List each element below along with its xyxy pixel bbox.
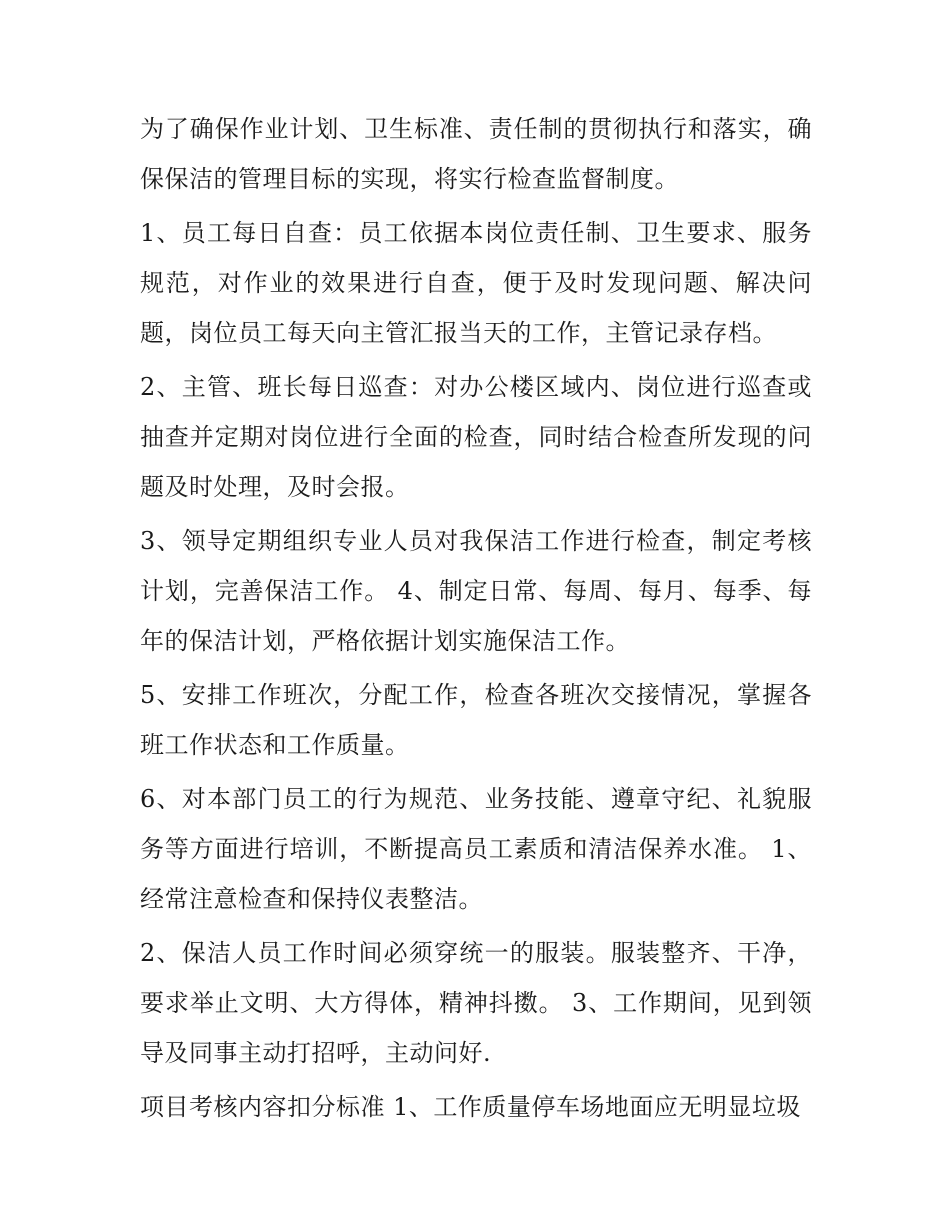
paragraph-intro: 为了确保作业计划、卫生标准、责任制的贯彻执行和落实，确保保洁的管理目标的实现，将实行检查监督制度。 — [140, 115, 812, 193]
paragraph-item-6: 6、对本部门员工的行为规范、业务技能、遵章守纪、礼貌服务等方面进行培训，不断提高员工素质和清洁保养水准。 1、经常注意检查和保持仪表整洁。 — [140, 785, 812, 913]
paragraph-item-5: 5、安排工作班次，分配工作，检查各班次交接情况，掌握各班工作状态和工作质量。 — [140, 681, 812, 759]
paragraph-dress-code: 2、保洁人员工作时间必须穿统一的服装。服装整齐、干净，要求举止文明、大方得体，精神抖擞。 3、工作期间，见到领导及同事主动打招呼，主动问好. — [140, 939, 812, 1067]
paragraph-item-1: 1、员工每日自查：员工依据本岗位责任制、卫生要求、服务规范，对作业的效果进行自查，便于及时发现问题、解决问题，岗位员工每天向主管汇报当天的工作，主管记录存档。 — [140, 219, 812, 347]
paragraph-item-2: 2、主管、班长每日巡查：对办公楼区域内、岗位进行巡查或抽查并定期对岗位进行全面的检查，同时结合检查所发现的问题及时处理，及时会报。 — [140, 373, 812, 501]
paragraph-assessment: 项目考核内容扣分标准 1、工作质量停车场地面应无明显垃圾 — [140, 1093, 801, 1121]
paragraph-item-3-4: 3、领导定期组织专业人员对我保洁工作进行检查，制定考核计划，完善保洁工作。 4、制定日常、每周、每月、每季、每年的保洁计划，严格依据计划实施保洁工作。 — [140, 527, 812, 655]
document-body — [140, 104, 812, 1136]
